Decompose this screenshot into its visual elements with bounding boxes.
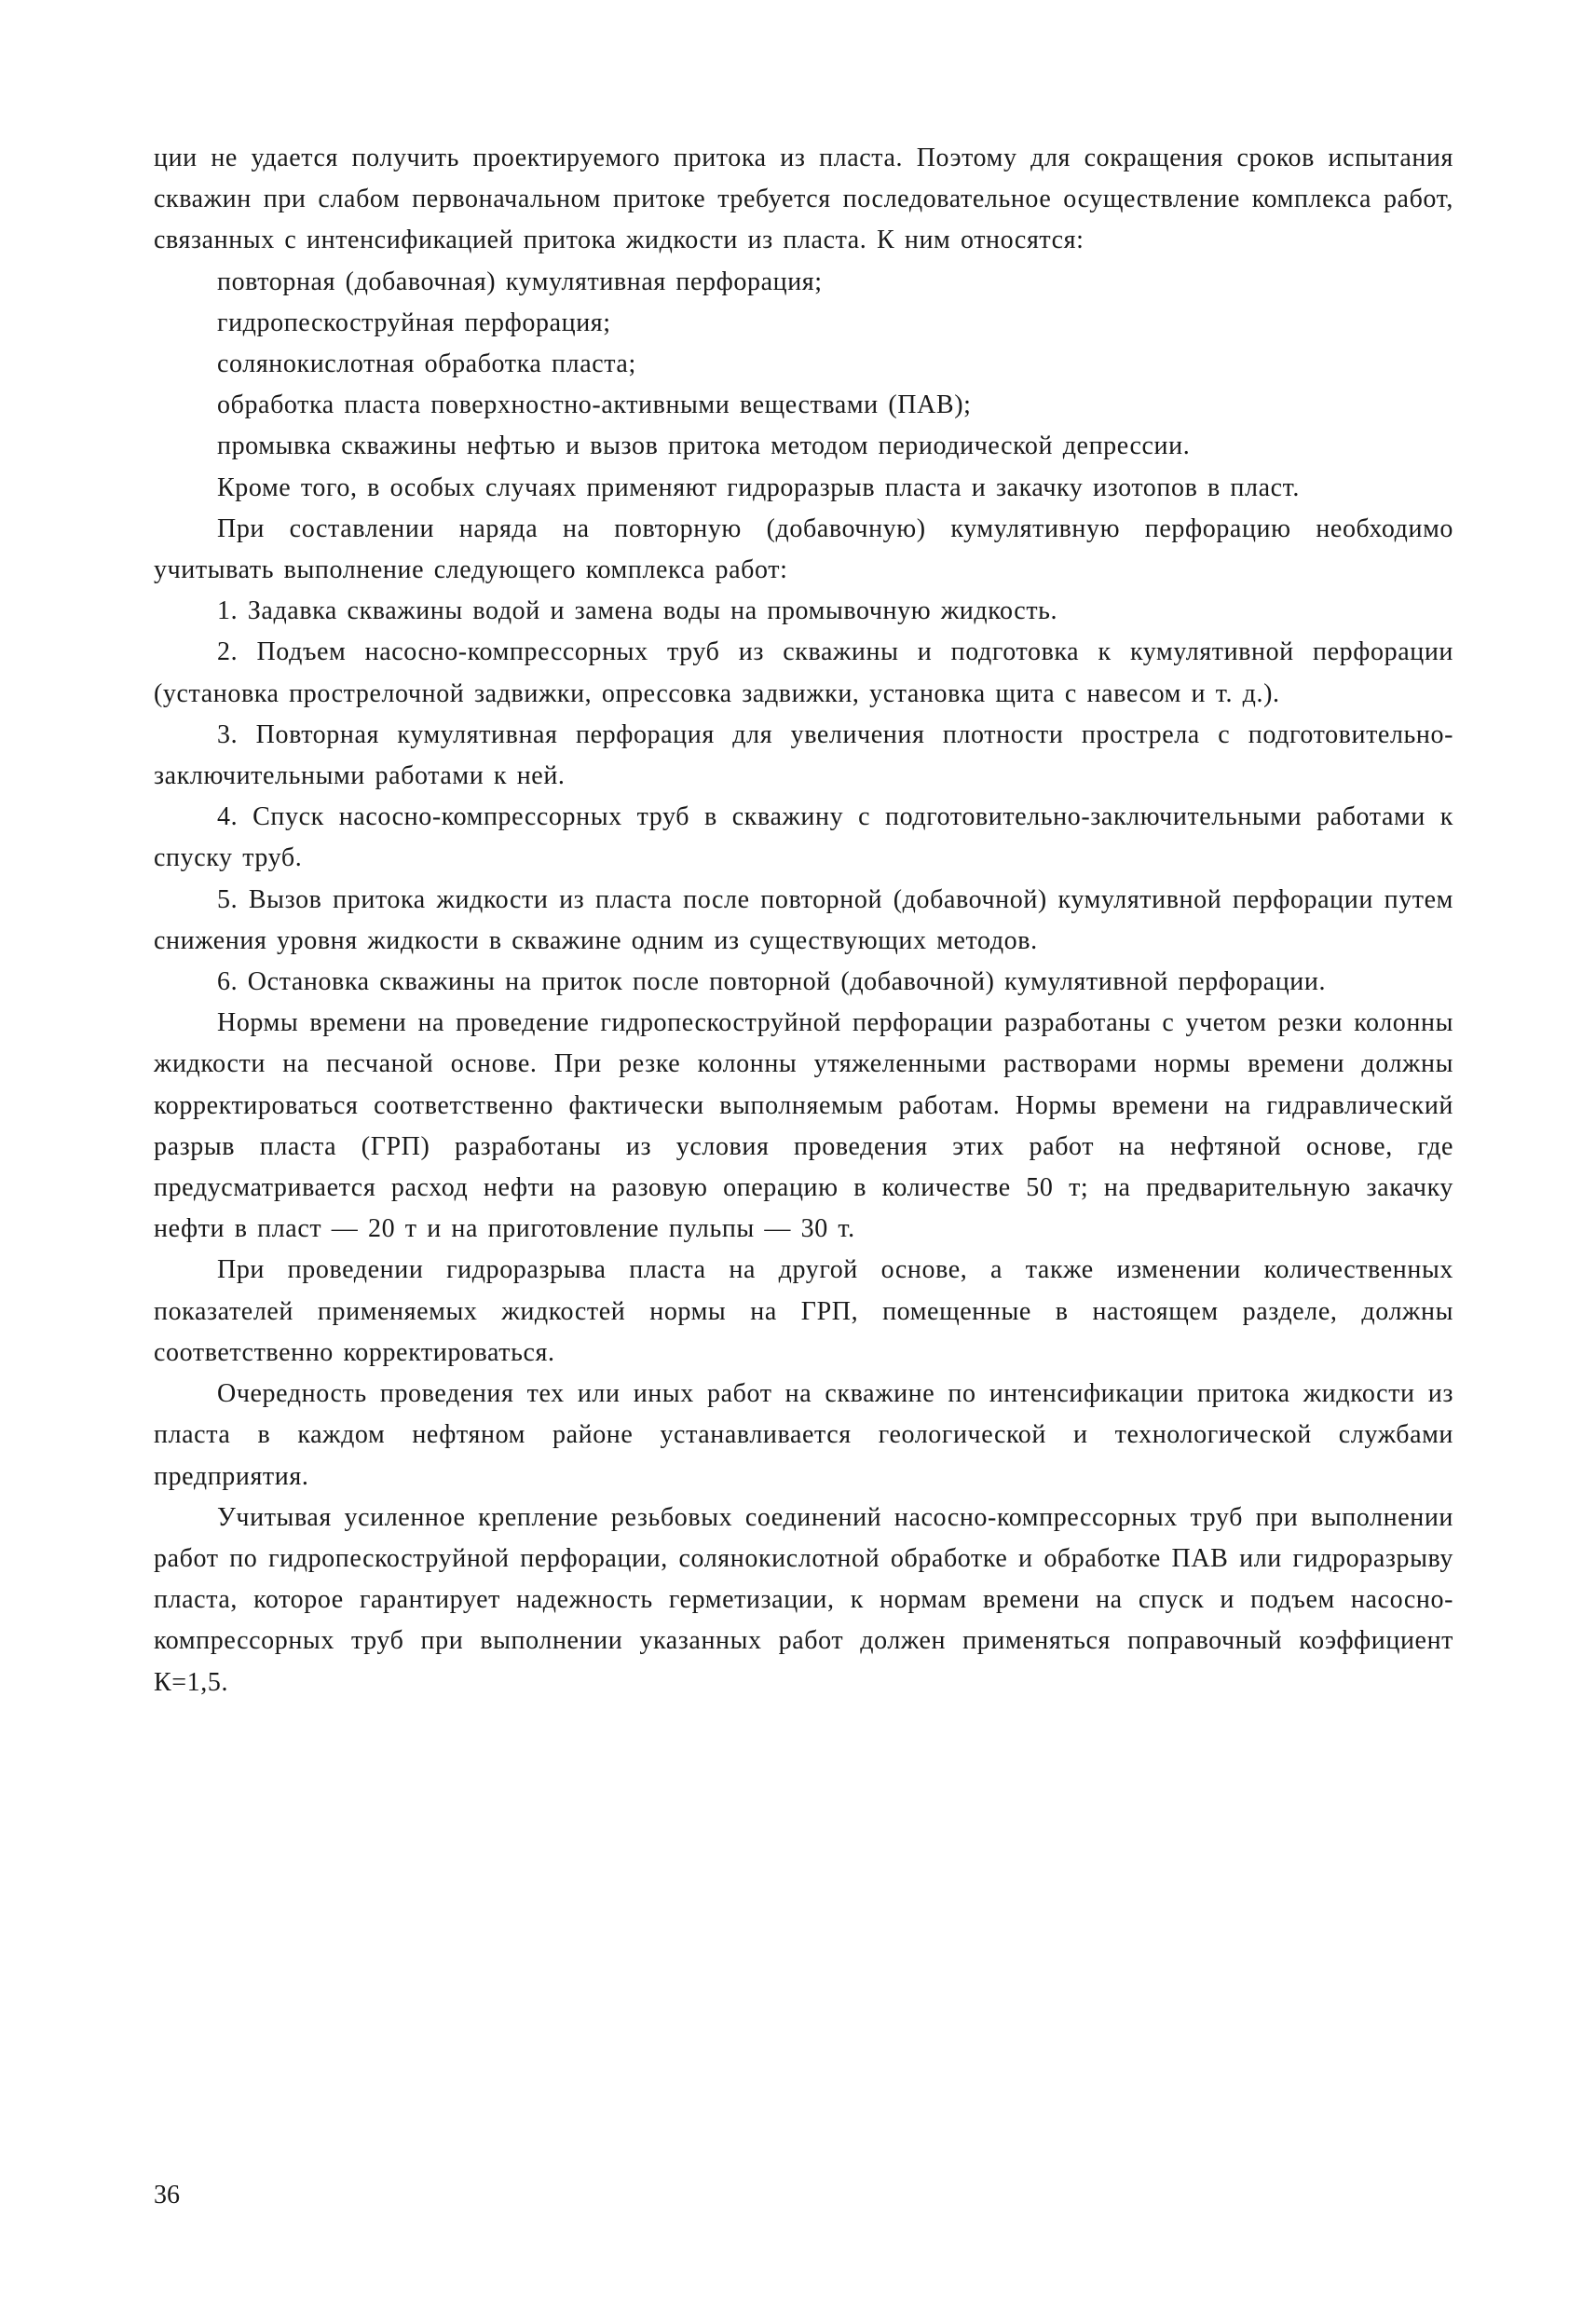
intro-paragraph: ции не удается получить проектируемого притока из пласта. Поэтому для сокращения сроков испытания скважин при слабом первоначальном притоке требуется последовательное осуществление комплекса работ, связанных с интенсификацией притока жидкости из пласта. К ним относятся: — [154, 144, 1453, 255]
numbered-item: 4. Спуск насосно-компрессорных труб в скважину с подготовительно-заключительными работами к спуску труб. — [154, 802, 1453, 873]
list-item: повторная (добавочная) кумулятивная перфорация; — [217, 267, 823, 296]
document-body — [154, 138, 1453, 1703]
norms-paragraph: Нормы времени на проведение гидропескоструйной перфорации разработаны с учетом резки колонны жидкости на песчаной основе. При резке колонны утяжеленными растворами нормы времени должны корректироваться соответственно фактически выполняемым работам. Нормы времени на гидравлический разрыв пласта (ГРП) разработаны из условия проведения этих работ на нефтяной основе, где предусматривается расход нефти на разовую операцию в количестве 50 т; на предварительную закачку нефти в пласт — 20 т и на приготовление пульпы — 30 т. — [154, 1008, 1453, 1244]
other-base-paragraph: При проведении гидроразрыва пласта на другой основе, а также изменении количественных показателей применяемых жидкостей нормы на ГРП, помещенные в настоящем разделе, должны соответственно корректироваться. — [154, 1255, 1453, 1367]
numbered-item: 3. Повторная кумулятивная перфорация для увеличения плотности прострела с подготовительно-заключительными работами к ней. — [154, 719, 1453, 791]
numbered-item: 5. Вызов притока жидкости из пласта после повторной (добавочной) кумулятивной перфорации путем снижения уровня жидкости в скважине одним из существующих методов. — [154, 884, 1453, 955]
special-cases-paragraph: Кроме того, в особых случаях применяют гидроразрыв пласта и закачку изотопов в пласт. — [217, 472, 1300, 502]
page-number: 36 — [154, 2181, 180, 2209]
numbered-item: 1. Задавка скважины водой и замена воды на промывочную жидкость. — [217, 596, 1058, 626]
list-item: промывка скважины нефтью и вызов притока методом периодической депрессии. — [217, 431, 1191, 461]
numbered-steps — [154, 591, 1453, 1003]
numbered-item: 6. Остановка скважины на приток после повторной (добавочной) кумулятивной перфорации. — [217, 967, 1327, 997]
coefficient-paragraph: Учитывая усиленное крепление резьбовых соединений насосно-компрессорных труб при выполнении работ по гидропескоструйной перфорации, солянокислотной обработке и обработке ПАВ или гидроразрыву пласта, которое гарантирует надежность герметизации, к нормам времени на спуск и подъем насосно-компрессорных труб при выполнении указанных работ должен применяться поправочный коэффициент К=1,5. — [154, 1502, 1453, 1697]
order-intro-paragraph: При составлении наряда на повторную (добавочную) кумулятивную перфорацию необходимо учитывать выполнение следующего комплекса работ: — [154, 513, 1453, 585]
list-item: гидропескоструйная перфорация; — [217, 308, 611, 337]
intensification-list — [154, 262, 1453, 468]
sequence-paragraph: Очередность проведения тех или иных работ на скважине по интенсификации притока жидкости из пласта в каждом нефтяном районе устанавливается геологической и технологической службами предприятия. — [154, 1379, 1453, 1491]
numbered-item: 2. Подъем насосно-компрессорных труб из скважины и подготовка к кумулятивной перфорации (установка прострелочной задвижки, опрессовка задвижки, установка щита с навесом и т. д.). — [154, 637, 1453, 708]
list-item: солянокислотная обработка пласта; — [217, 349, 636, 379]
list-item: обработка пласта поверхностно-активными веществами (ПАВ); — [217, 390, 972, 420]
